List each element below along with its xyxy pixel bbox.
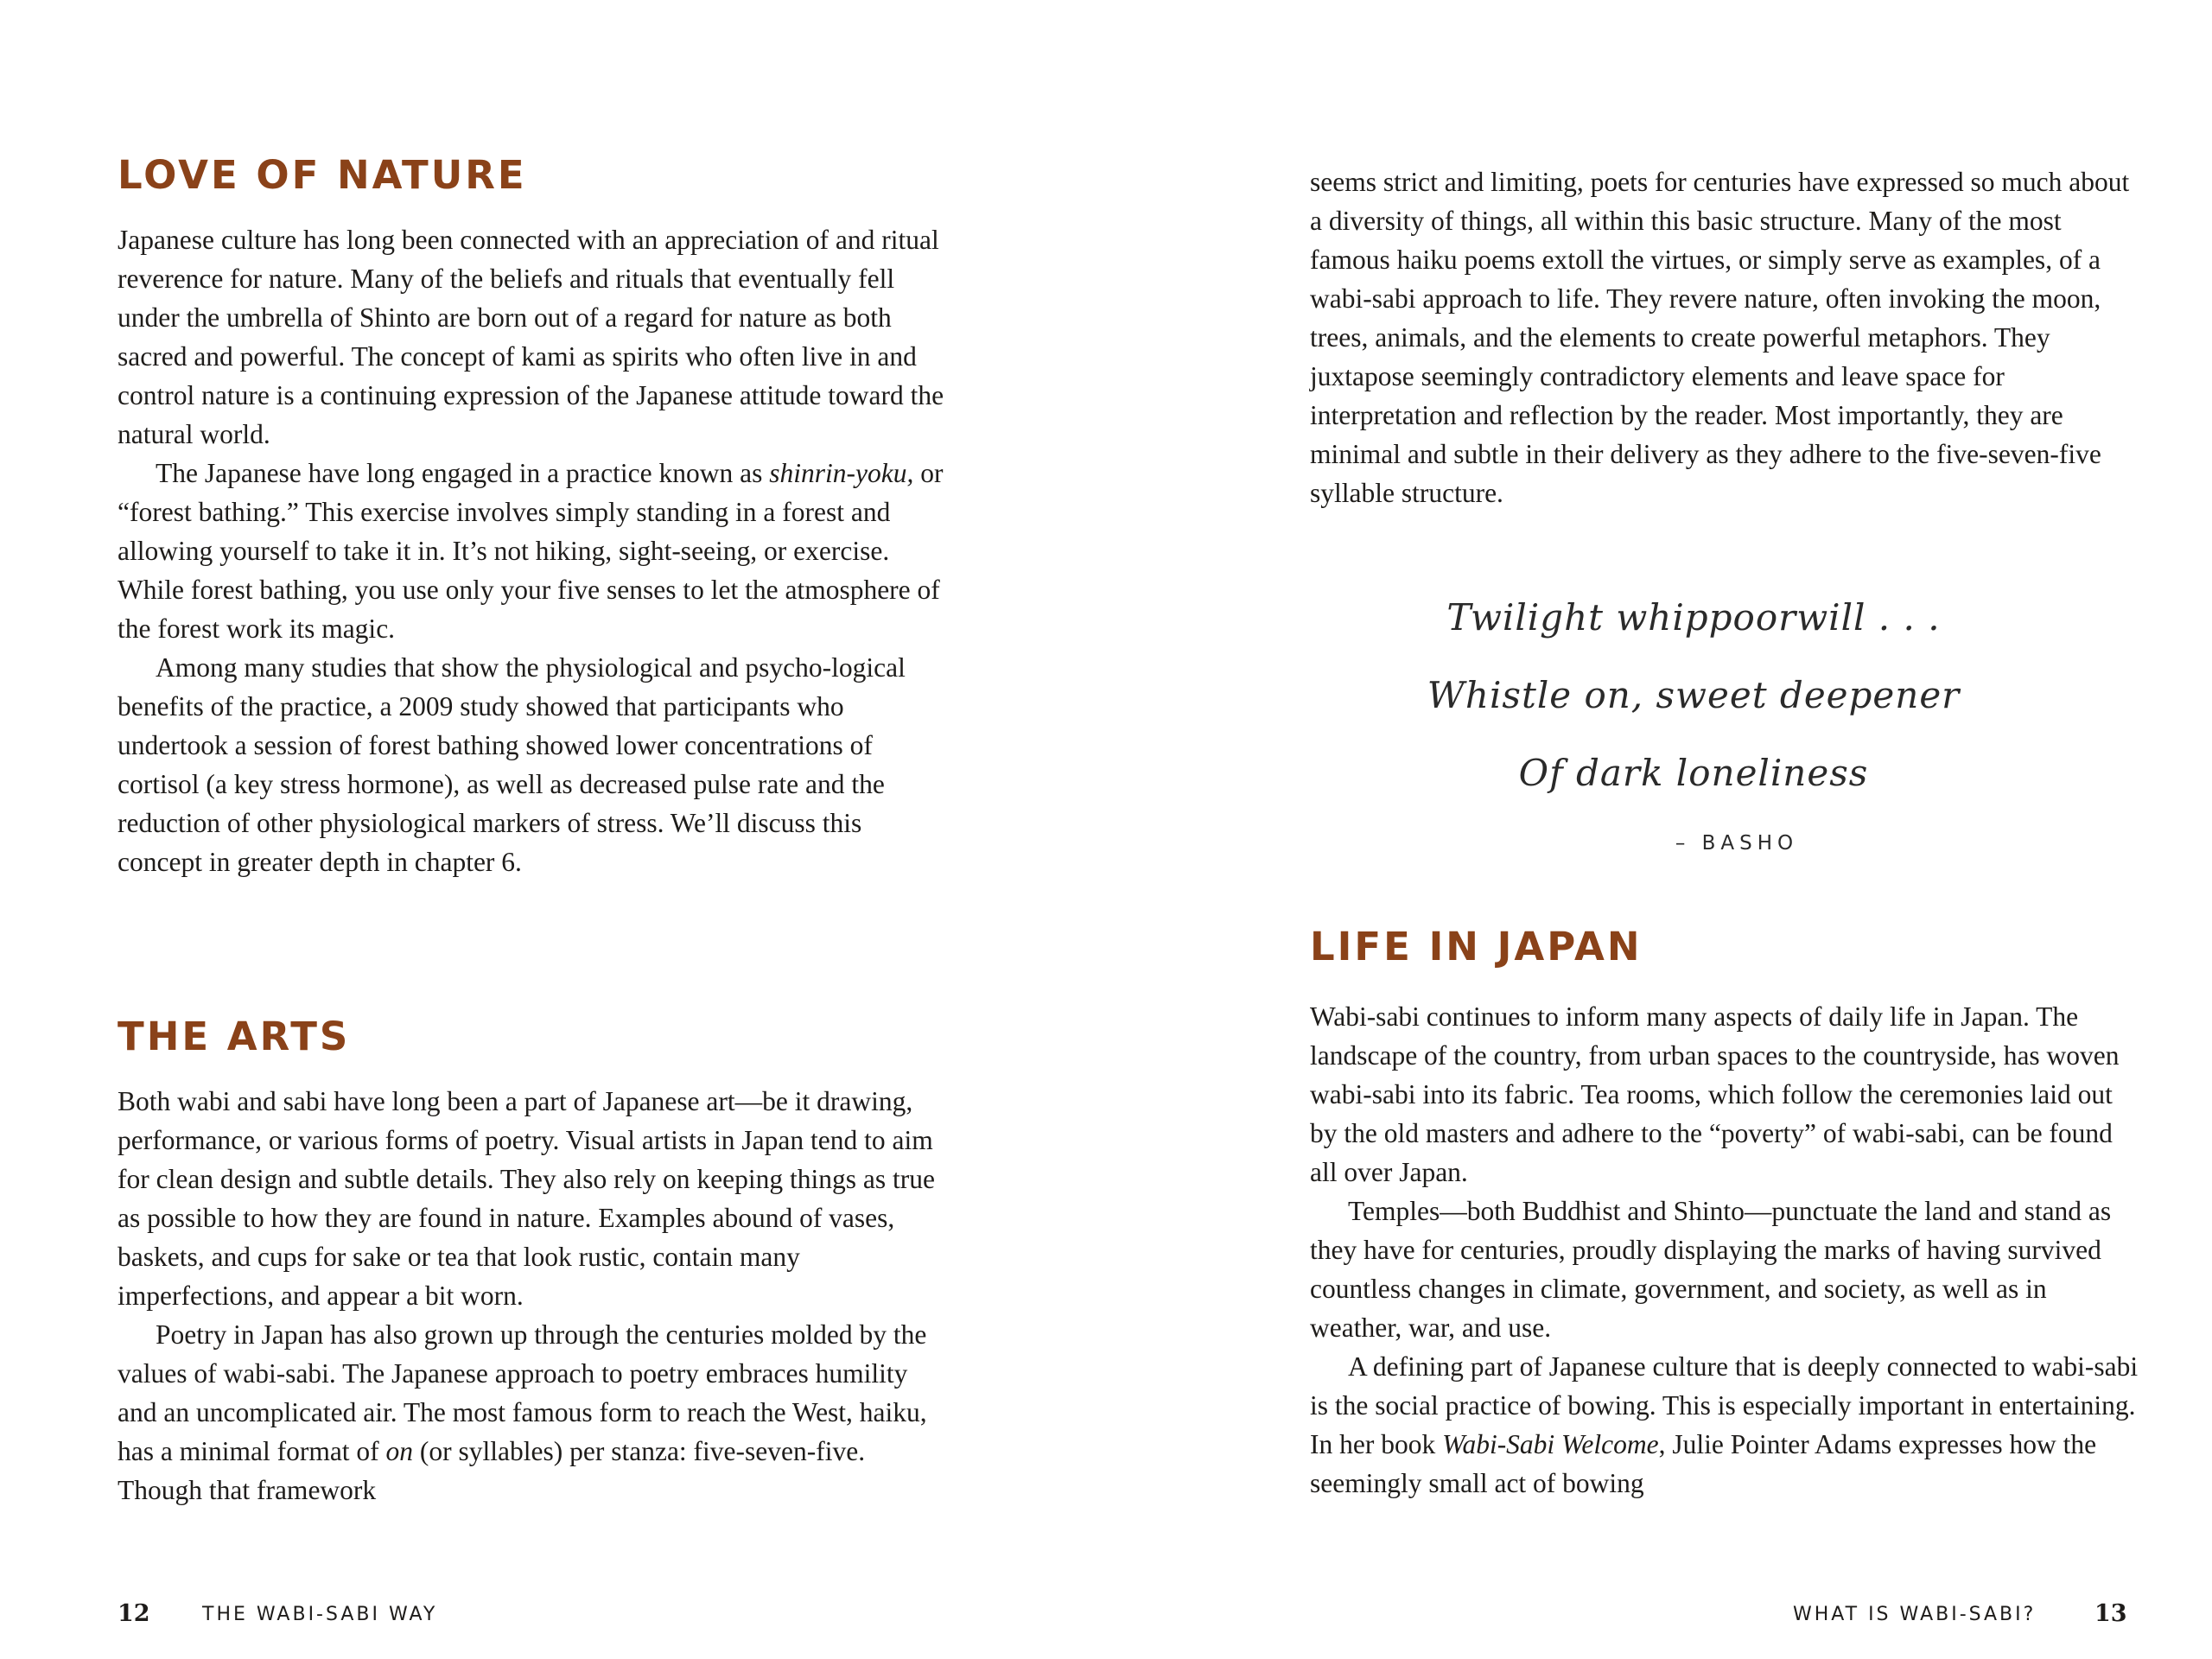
continued-paragraph bbox=[1310, 162, 2139, 512]
page-number-left: 12 bbox=[118, 1600, 150, 1627]
haiku-attribution: – BASHO bbox=[1675, 832, 1799, 855]
running-head-left: THE WABI-SABI WAY bbox=[202, 1604, 438, 1625]
the-arts-body bbox=[118, 1082, 947, 1510]
paragraph: Wabi-sabi continues to inform many aspects of daily life in Japan. The landscape of the country, from urban spaces to the countryside, has woven wabi-sabi into its fabric. Tea rooms, which follow the ceremonies laid out by the old masters and adhere to the “poverty” of wabi-sabi, can be found all over Japan. bbox=[1310, 1001, 2120, 1187]
running-head-right: WHAT IS WABI-SABI? bbox=[1793, 1604, 2037, 1625]
paragraph: Among many studies that show the physiological and psycho-logical benefits of the practice, a 2009 study showed that participants who undertook a session of forest bathing showed lower concentrations of cortisol (a key stress hormone), as well as decreased pulse rate and the reduction of other physiological markers of stress. We’ll discuss this concept in greater depth in chapter 6. bbox=[118, 652, 906, 877]
italic-term: shinrin-yoku, bbox=[769, 458, 914, 488]
paragraph: Both wabi and sabi have long been a part of Japanese art—be it drawing, performance, or various forms of poetry. Visual artists in Japan tend to aim for clean design and subtle details. They also rely on keeping things as true as possible to how they are found in nature. Examples abound of vases, baskets, and cups for sake or tea that look rustic, contain many imperfections, and appear a bit worn. bbox=[118, 1086, 935, 1311]
italic-book-title: Wabi-Sabi Welcome bbox=[1442, 1429, 1659, 1459]
life-in-japan-body bbox=[1310, 997, 2139, 1503]
section-heading-love-of-nature: LOVE OF NATURE bbox=[118, 152, 527, 198]
page-number-right: 13 bbox=[2094, 1600, 2127, 1627]
paragraph: A defining part of Japanese culture that is deeply connected to wabi-sabi is the social practice of bowing. This is especially important in entertaining. In her book Wabi-Sabi Welcome, Julie Pointer Adams expresses how the seemingly small act of bowing bbox=[1310, 1351, 2139, 1498]
paragraph: Temples—both Buddhist and Shinto—punctuate the land and stand as they have for centuries, proudly displaying the marks of having survived countless changes in climate, government, and society, as well as in weather, war, and use. bbox=[1310, 1196, 2112, 1343]
paragraph: Poetry in Japan has also grown up through the centuries molded by the values of wabi-sabi. The Japanese approach to poetry embraces humility and an uncomplicated air. The most famous form to reach the West, haiku, has a minimal format of on (or syllables) per stanza: five-seven-five. Though that framework bbox=[118, 1319, 927, 1505]
haiku-line: Of dark loneliness bbox=[1518, 752, 1869, 794]
section-heading-life-in-japan: LIFE IN JAPAN bbox=[1310, 924, 1643, 969]
section-heading-the-arts: THE ARTS bbox=[118, 1014, 351, 1059]
paragraph: Japanese culture has long been connected with an appreciation of and ritual reverence for nature. Many of the beliefs and rituals that eventually fell under the umbrella of Shinto are born out of a regard for nature as both sacred and powerful. The concept of kami as spirits who often live in and control nature is a continuing expression of the Japanese attitude toward the natural world. bbox=[118, 225, 944, 449]
haiku-line: Whistle on, sweet deepener bbox=[1427, 674, 1961, 716]
italic-term: on bbox=[385, 1436, 414, 1466]
haiku-line: Twilight whippoorwill . . . bbox=[1446, 596, 1941, 639]
paragraph: The Japanese have long engaged in a practice known as shinrin-yoku, or “forest bathing.” This exercise involves simply standing in a forest and allowing yourself to take it in. It’s not hiking, sight-seeing, or exercise. While forest bathing, you use only your five senses to let the atmosphere of the forest work its magic. bbox=[118, 458, 944, 644]
paragraph: seems strict and limiting, poets for centuries have expressed so much about a diversity of things, all within this basic structure. Many of the most famous haiku poems extoll the virtues, or simply serve as examples, of a wabi-sabi approach to life. They revere nature, often invoking the moon, trees, animals, and the elements to create powerful metaphors. They juxtapose seemingly contradictory elements and leave space for interpretation and reflection by the reader. Most importantly, they are minimal and subtle in their delivery as they adhere to the five-seven-five syllable structure. bbox=[1310, 167, 2130, 508]
love-of-nature-body bbox=[118, 220, 947, 881]
